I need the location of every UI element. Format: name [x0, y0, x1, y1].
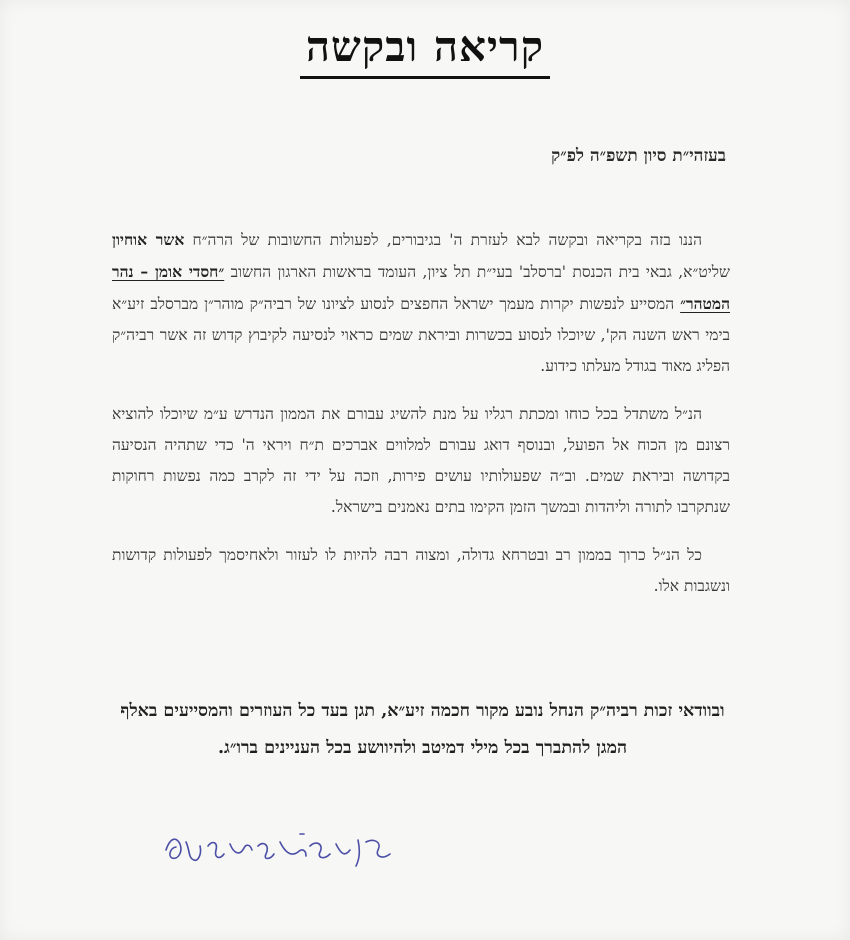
letter-body	[112, 224, 730, 619]
closing-blessing: ובוודאי זכות רביה״ק הנחל נובע מקור חכמה זיע״א, תגן בעד כל העוזרים והמסייעים באלף המגן להתברך בכל מילי דמיטב ולהיוושע בכל העניינים ברו״ג.	[120, 701, 725, 758]
paragraph-1-intro: הננו בזה בקריאה ובקשה לבא לעזרת ה' בגיבורים, לפעולות החשובות של הרה״ח	[192, 231, 702, 249]
paragraph-2: הנ״ל משתדל בכל כוחו ומכתת רגליו על מנת להשיג עבורם את הממון הנדרש ע״מ שיוכלו להוציא רצונם מן הכוח אל הפועל, ובנוסף דואג עבורם למלווים אברכים ת״ח ויראי ה' כדי שתהיה הנסיעה בקדושה וביראת שמים. וב״ה שפעולותיו עושים פירות, וזכה על ידי זה לקרב כמה נפשות רחוקות שנתקרבו לתורה וליהדות ובמשך הזמן הקימו בתים נאמנים בישראל.	[112, 405, 730, 516]
handwritten-signature	[160, 820, 400, 880]
organization-name: ״חסדי אומן – נהר המטהר״	[112, 262, 730, 313]
letter-title-text: קריאה ובקשה	[300, 26, 550, 79]
paragraph-1-end: המסייע לנפשות יקרות מעמך ישראל החפצים לנסוע לציונו של רביה״ק מוהר״ן מברסלב זיע״א בימי ראש השנה הק', שיוכלו לנסוע בכשרות וביראת שמים כראוי לנסיעה לקיבוץ קדוש זה אשר רביה״ק הפליג מאוד בגודל מעלתו כידוע.	[112, 295, 730, 375]
paragraph-1-middle: שליט״א, גבאי בית הכנסת 'ברסלב' בעי״ת תל ציון, העומד בראשות הארגון החשוב	[230, 263, 730, 281]
paragraph-3: כל הנ״ל כרוך בממון רב ובטרחא גדולה, ומצוה רבה להיות לו לעזור ולאחיסמך לפעולות קדושות ונשגבות אלו.	[112, 546, 730, 595]
letter-title	[0, 22, 850, 79]
paragraph-1	[112, 224, 730, 382]
date-line: בעזהי״ת סיון תשפ״ה לפ״ק	[551, 146, 726, 166]
rabbi-name: אשר אוחיון	[112, 230, 185, 249]
